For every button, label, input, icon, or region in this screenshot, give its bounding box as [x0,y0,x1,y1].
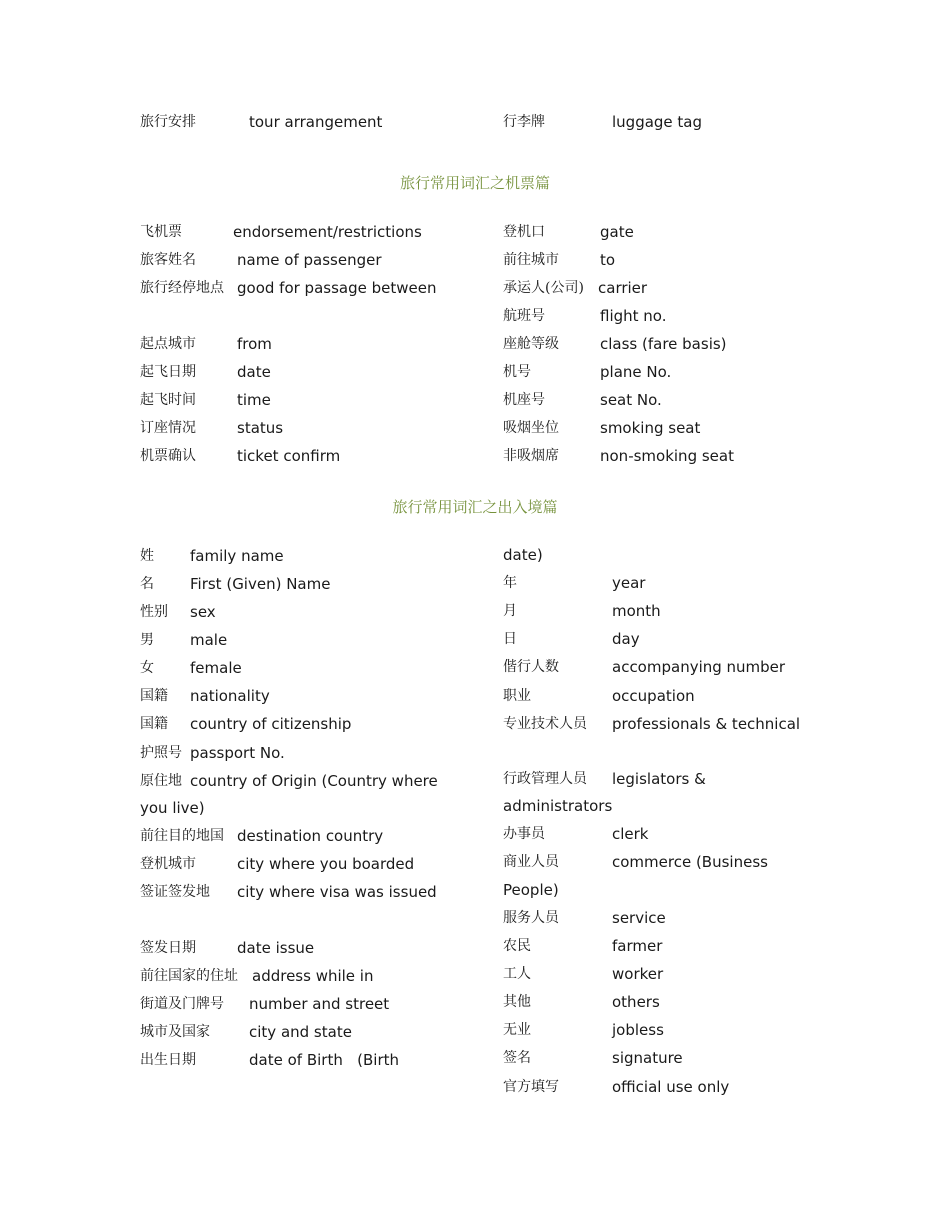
term-zh: 飞机票 [140,224,182,240]
term-en: from [237,335,272,353]
term-en: tour arrangement [249,113,383,131]
term-zh: 登机城市 [140,856,196,872]
term-zh: 女 [140,660,154,676]
term-zh: 签名 [503,1050,531,1066]
term-zh: 男 [140,632,154,648]
term-en: non-smoking seat [600,447,734,465]
term-en: city and state [249,1023,352,1041]
term-en: official use only [612,1078,730,1096]
term-en: accompanying number [612,658,786,676]
term-en: name of passenger [237,251,382,269]
term-zh: 起飞日期 [140,364,196,380]
term-zh: 性别 [140,604,168,620]
term-en: service [612,909,666,927]
term-zh: 旅客姓名 [140,252,196,268]
term-zh: 职业 [503,688,531,704]
term-zh: 农民 [503,938,531,954]
term-en: worker [612,965,664,983]
term-zh: 国籍 [140,688,168,704]
term-en: endorsement/restrictions [233,223,422,241]
term-en: female [190,659,242,677]
term-en: class (fare basis) [600,335,727,353]
term-en: professionals & technical [612,715,801,733]
term-zh: 机座号 [503,392,545,408]
term-zh: 座舱等级 [503,336,559,352]
term-zh: 机号 [503,364,531,380]
term-zh: 其他 [503,994,531,1010]
term-zh: 姓 [140,548,154,564]
term-en: seat No. [600,391,662,409]
term-zh: 登机口 [503,224,545,240]
term-en: date [237,363,271,381]
term-en: plane No. [600,363,672,381]
term-zh: 街道及门牌号 [140,996,224,1012]
term-zh: 起点城市 [140,336,196,352]
term-en: family name [190,547,284,565]
term-en: city where you boarded [237,855,415,873]
term-en: clerk [612,825,649,843]
term-zh: 非吸烟席 [503,448,559,464]
term-en: year [612,574,646,592]
term-en: destination country [237,827,384,845]
term-zh: 官方填写 [503,1079,559,1095]
term-en: flight no. [600,307,667,325]
term-en: sex [190,603,216,621]
term-zh: 行李牌 [503,114,545,130]
term-en: male [190,631,228,649]
term-zh: 专业技术人员 [503,716,587,732]
term-en: status [237,419,284,437]
term-zh: 签发日期 [140,940,196,956]
section-heading-immigration: 旅行常用词汇之出入境篇 [392,498,558,516]
term-en: number and street [249,995,390,1013]
term-zh: 年 [503,575,517,591]
term-en: others [612,993,660,1011]
term-zh: 月 [503,603,517,619]
term-en: city where visa was issued [237,883,437,901]
term-en: farmer [612,937,663,955]
term-zh: 原住地 [140,773,182,789]
term-en: passport No. [190,744,285,762]
term-zh: 工人 [503,966,531,982]
term-zh: 出生日期 [140,1052,196,1068]
term-zh: 国籍 [140,716,168,732]
term-zh: 起飞时间 [140,392,196,408]
term-en: carrier [598,279,648,297]
term-en-continued: you live) [140,799,205,817]
term-en: gate [600,223,634,241]
term-zh: 办事员 [503,826,545,842]
term-en: luggage tag [612,113,703,131]
term-en: occupation [612,687,695,705]
term-en: day [612,630,640,648]
term-en: jobless [612,1021,664,1039]
section-heading-ticket: 旅行常用词汇之机票篇 [399,174,550,192]
term-zh: 承运人(公司) [503,280,584,296]
term-en: address while in [252,967,374,985]
term-en: country of citizenship [190,715,352,733]
term-zh: 日 [503,631,517,647]
term-en: time [237,391,271,409]
term-en: month [612,602,661,620]
term-zh: 吸烟坐位 [503,420,559,436]
term-en: date issue [237,939,315,957]
term-zh: 航班号 [503,308,545,324]
term-en-continued: date) [503,546,543,564]
term-en: signature [612,1049,683,1067]
term-en: ticket confirm [237,447,341,465]
term-en: commerce (Business [612,853,768,871]
term-zh: 城市及国家 [140,1024,210,1040]
term-zh: 行政管理人员 [503,771,587,787]
term-en: nationality [190,687,270,705]
term-zh: 前往城市 [503,252,559,268]
term-en: country of Origin (Country where [190,772,438,790]
term-zh: 前往国家的住址 [140,968,238,984]
term-zh: 护照号 [140,745,182,761]
term-zh: 商业人员 [503,854,559,870]
term-en: date of Birth (Birth [249,1051,399,1069]
term-zh: 旅行安排 [140,114,196,130]
term-zh: 无业 [503,1022,531,1038]
term-zh: 名 [140,576,154,592]
term-en: First (Given) Name [190,575,331,593]
term-en-continued: People) [503,881,559,899]
term-zh: 订座情况 [140,420,196,436]
term-en: good for passage between [237,279,437,297]
term-en-continued: administrators [503,797,613,815]
term-en: to [600,251,616,269]
term-en: legislators & [612,770,706,788]
term-zh: 偕行人数 [503,659,559,675]
term-en: smoking seat [600,419,701,437]
term-zh: 旅行经停地点 [140,280,224,296]
term-zh: 机票确认 [140,448,196,464]
term-zh: 前往目的地国 [140,828,224,844]
term-zh: 服务人员 [503,910,559,926]
term-zh: 签证签发地 [140,884,210,900]
